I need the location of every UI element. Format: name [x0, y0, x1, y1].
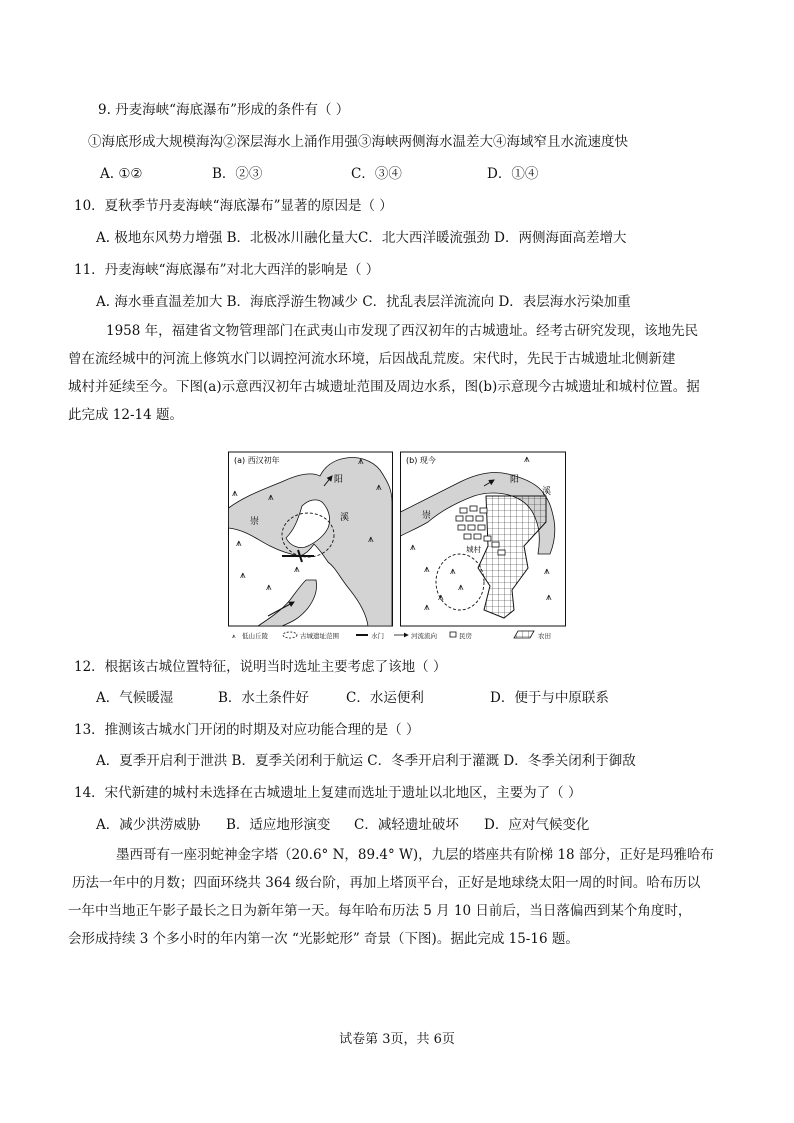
svg-text:⩚: ⩚ [266, 582, 272, 593]
river-label: 阳 [510, 475, 520, 485]
legend-flow-direction: 河流流向 [411, 632, 437, 640]
svg-text:⩚: ⩚ [358, 456, 364, 467]
question-14-stem: 14．宋代新建的城村未选择在古城遗址上复建而选址于遗址以北地区，主要为了（ ） [74, 785, 582, 801]
passage-line: 1958 年，福建省文物管理部门在武夷山市发现了西汉初年的古城遗址。经考古研究发现，该地先民 [106, 323, 699, 339]
question-9-statements: ①海底形成大规模海沟②深层海水上涌作用强③海峡两侧海水温差大④海域窄且水流速度快 [88, 134, 628, 150]
question-10-options: A. 极地东风势力增强 B．北极冰川融化量大C．北大西洋暖流强劲 D．两侧海面高差增大 [96, 230, 627, 246]
svg-text:⩚: ⩚ [368, 534, 374, 545]
river-label: 溪 [542, 487, 552, 497]
question-12-option-b: B．水土条件好 [218, 690, 309, 706]
passage-line: 会形成持续 3 个多小时的年内第一次 “光影蛇形” 奇景（下图)。据此完成 15-16 题。 [68, 931, 579, 947]
passage-line: 墨西哥有一座羽蛇神金字塔（20.6° N，89.4° W)，九层的塔座共有阶梯 18 部分，正好是玛雅哈布 [116, 847, 714, 863]
question-11-stem: 11．丹麦海峡“海底瀑布”对北大西洋的影响是（ ） [74, 262, 380, 278]
legend-farmland: 农田 [538, 632, 551, 640]
svg-text:⩚: ⩚ [544, 566, 550, 577]
panel-b-title: (b) 现今 [406, 456, 436, 465]
legend-houses: 民房 [459, 632, 472, 640]
svg-text:⩚: ⩚ [236, 538, 242, 549]
question-12-stem: 12．根据该古城位置特征，说明当时选址主要考虑了该地（ ） [74, 659, 447, 675]
svg-text:⩚: ⩚ [458, 582, 464, 593]
question-13-options: A．夏季开启利于泄洪 B．夏季关闭利于航运 C．冬季开启利于灌溉 D．冬季关闭利于御敌 [96, 753, 636, 769]
question-14-option-c: C．减轻遗址破坏 [354, 817, 459, 833]
ancient-city-map-figure [228, 450, 566, 642]
passage-line: 历法一年中的月数；四面环绕共 364 级台阶，再加上塔顶平台，正好是地球绕太阳一周的时间。哈布历以 [72, 875, 701, 891]
panel-b [401, 452, 566, 626]
passage-line: 一年中当地正午影子最长之日为新年第一天。每年哈布历法 5 月 10 日前后，当日落偏西到某个角度时， [68, 903, 692, 919]
svg-text:⩚: ⩚ [410, 542, 416, 553]
svg-text:⩚: ⩚ [424, 602, 430, 613]
passage-line: 此完成 12-14 题。 [68, 407, 184, 423]
question-14-option-b: B．适应地形演变 [226, 817, 331, 833]
svg-text:⩚: ⩚ [424, 564, 430, 575]
question-11-options: A. 海水垂直温差加大 B．海底浮游生物减少 C．扰乱表层洋流流向 D．表层海水污染加重 [96, 294, 631, 310]
svg-text:⩚: ⩚ [232, 488, 238, 499]
passage-pyramid [68, 841, 728, 953]
svg-text:⩚: ⩚ [294, 564, 300, 575]
passage-line: 城村并延续至今。下图(a)示意西汉初年古城遗址范围及周边水系，图(b)示意现今古城遗址和城村位置。据 [68, 379, 700, 395]
question-9-option-d: D．①④ [487, 166, 539, 182]
svg-text:⩚: ⩚ [268, 492, 274, 503]
legend-site-range: 古城遗址范围 [300, 632, 339, 640]
svg-text:⩚: ⩚ [240, 570, 246, 581]
passage-ancient-city [68, 317, 728, 429]
question-9-stem: 9. 丹麦海峡“海底瀑布”形成的条件有（ ） [98, 102, 350, 118]
svg-text:⩚: ⩚ [232, 632, 236, 640]
svg-text:⩚: ⩚ [376, 482, 382, 493]
svg-text:⩚: ⩚ [546, 592, 552, 603]
svg-text:⩚: ⩚ [450, 566, 456, 577]
page-footer: 试卷第 3页，共 6页 [339, 1032, 455, 1047]
passage-line: 曾在流经城中的河流上修筑水门以调控河流水环境，后因战乱荒废。宋代时，先民于古城遗址北侧新建 [68, 351, 676, 367]
question-12-option-d: D．便于与中原联系 [490, 690, 609, 706]
question-12-option-c: C．水运便利 [346, 690, 424, 706]
river-label: 溪 [340, 513, 350, 523]
question-9-option-a: A. ①② [100, 166, 143, 182]
svg-text:⩚: ⩚ [438, 592, 444, 603]
question-9-option-b: B．②③ [212, 166, 263, 182]
panel-a [229, 452, 393, 626]
question-12-option-a: A．气候暖湿 [96, 690, 174, 706]
question-10-stem: 10．夏秋季节丹麦海峡“海底瀑布”显著的原因是（ ） [74, 198, 393, 214]
svg-text:⩚: ⩚ [524, 454, 530, 465]
legend-hills: 低山丘陵 [242, 632, 268, 640]
question-14-option-a: A．减少洪涝威胁 [96, 817, 201, 833]
question-14-option-d: D．应对气候变化 [484, 817, 590, 833]
figure-legend [232, 631, 551, 640]
village-label: 城村 [466, 545, 481, 554]
question-9-option-c: C．③④ [351, 166, 402, 182]
panel-a-title: (a) 西汉初年 [234, 456, 280, 465]
river-label: 崇 [250, 517, 260, 527]
river-label: 阳 [334, 475, 344, 485]
river-label: 崇 [422, 511, 432, 521]
question-13-stem: 13．推测该古城水门开闭的时期及对应功能合理的是（ ） [74, 722, 420, 738]
legend-water-gate: 水门 [371, 632, 384, 640]
